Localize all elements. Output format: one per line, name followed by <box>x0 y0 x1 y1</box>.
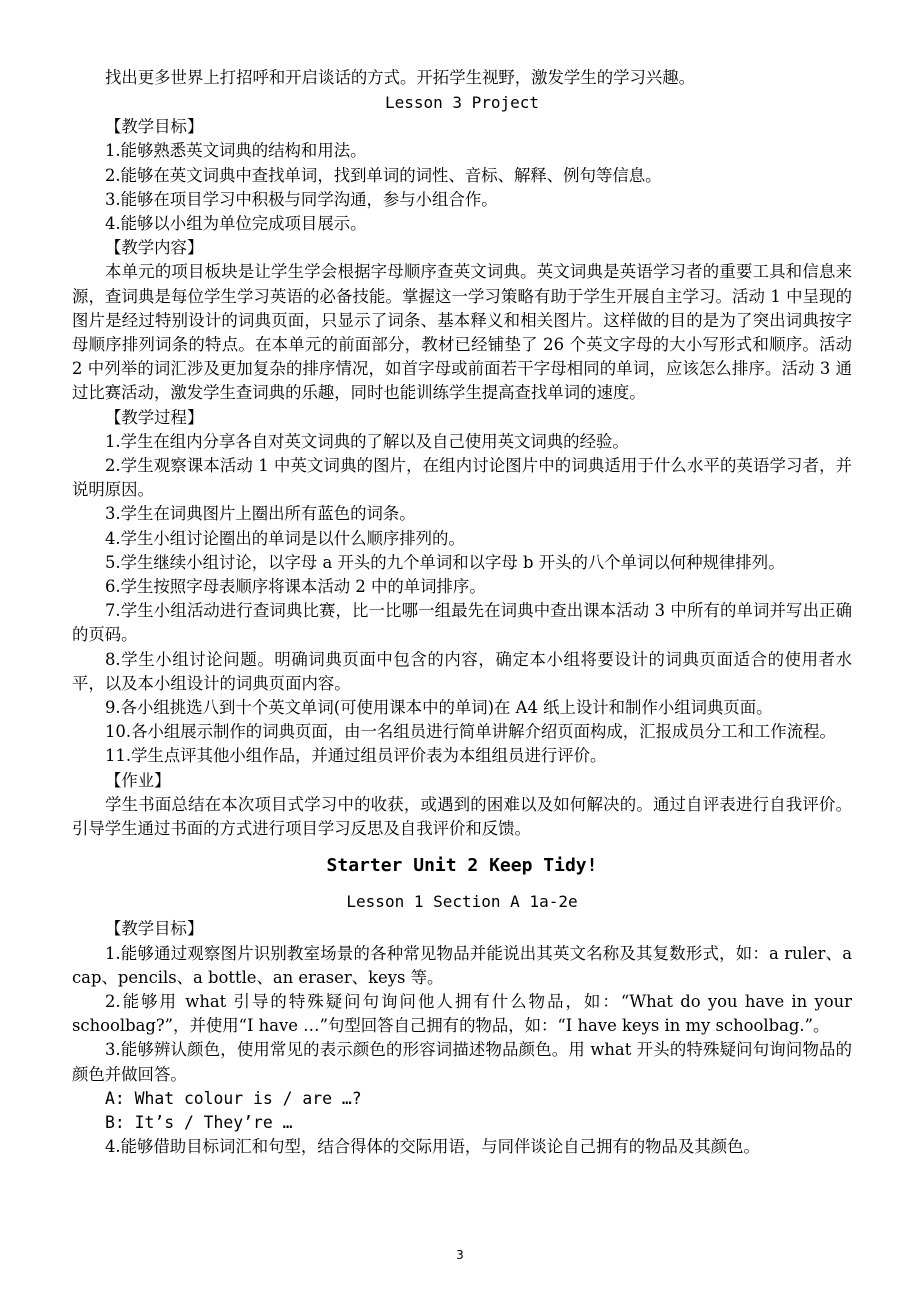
lesson3-homework-heading: 【作业】 <box>105 770 171 790</box>
lesson3-process-step-4: 4.学生小组讨论圈出的单词是以什么顺序排列的。 <box>105 528 465 548</box>
unit2-goals-heading: 【教学目标】 <box>105 919 204 939</box>
lesson3-goal-3: 3.能够在项目学习中积极与同学沟通，参与小组合作。 <box>105 189 498 209</box>
unit2-goal-4: 4.能够借助目标词汇和句型，结合得体的交际用语，与同伴谈论自己拥有的物品及其颜色。 <box>105 1137 760 1157</box>
lesson3-content-paragraph: 本单元的项目板块是让学生学会根据字母顺序查英文词典。英文词典是英语学习者的重要工具和信息来源，查词典是每位学生学习英语的必备技能。掌握这一学习策略有助于学生开展自主学习。活动 1 中呈现的图片是经过特别设计的词典页面，只显示了词条、基本释义和相关图片。这样做的目的是为了突出词典按字母顺序排列词条的特点。在本单元的前面部分，教材已经铺垫了 26 个英文字母的大小写形式和顺序。活动 2 中列举的词汇涉及更加复杂的排序情况，如首字母或前面若干字母相同的单词，应该怎么排序。活动 3 通过比赛活动，激发学生查词典的乐趣，同时也能训练学生提高查找单词的速度。 <box>72 262 852 403</box>
page-number: 3 <box>456 1248 464 1262</box>
unit2-goal-1: 1.能够通过观察图片识别教室场景的各种常见物品并能说出其英文名称及其复数形式，如：a ruler、a cap、pencils、a bottle、an eraser、keys 等。 <box>72 943 852 987</box>
lesson3-goals-heading: 【教学目标】 <box>105 117 204 137</box>
intro-line: 找出更多世界上打招呼和开启谈话的方式。开拓学生视野，激发学生的学习兴趣。 <box>105 68 696 87</box>
lesson3-goal-1: 1.能够熟悉英文词典的结构和用法。 <box>105 141 367 161</box>
lesson3-content-heading: 【教学内容】 <box>105 238 204 258</box>
lesson3-goal-4: 4.能够以小组为单位完成项目展示。 <box>105 214 367 234</box>
lesson3-process-step-6: 6.学生按照字母表顺序将课本活动 2 中的单词排序。 <box>105 577 486 597</box>
lesson3-process-step-7: 7.学生小组活动进行查词典比赛，比一比哪一组最先在词典中查出课本活动 3 中所有的单词并写出正确的页码。 <box>72 601 852 645</box>
lesson3-goal-2: 2.能够在英文词典中查找单词，找到单词的词性、音标、解释、例句等信息。 <box>105 165 662 185</box>
lesson3-title: Lesson 3 Project <box>384 93 540 113</box>
lesson3-process-heading: 【教学过程】 <box>105 407 204 427</box>
lesson3-process-step-2: 2.学生观察课本活动 1 中英文词典的图片，在组内讨论图片中的词典适用于什么水平的英语学习者，并说明原因。 <box>72 456 852 500</box>
lesson3-process-step-9: 9.各小组挑选八到十个英文单词(可使用课本中的单词)在 A4 纸上设计和制作小组词典页面。 <box>105 698 773 718</box>
lesson3-process-step-3: 3.学生在词典图片上圈出所有蓝色的词条。 <box>105 504 416 524</box>
lesson3-process-step-10: 10.各小组展示制作的词典页面，由一名组员进行简单讲解介绍页面构成，汇报成员分工和工作流程。 <box>105 722 836 742</box>
unit2-goal-2: 2.能够用 what 引导的特殊疑问句询问他人拥有什么物品，如：“What do you have in your schoolbag?”，并使用“I have …”句型回答自己拥有的物品，如：“I have keys in my schoolbag.”。 <box>72 991 852 1036</box>
unit2-dialog-a: A: What colour is / are …? <box>105 1088 362 1108</box>
unit2-title: Starter Unit 2 Keep Tidy! <box>326 855 598 877</box>
lesson3-process-step-8: 8.学生小组讨论问题。明确词典页面中包含的内容，确定本小组将要设计的词典页面适合的使用者水平，以及本小组设计的词典页面内容。 <box>72 649 852 693</box>
lesson3-process-step-11: 11.学生点评其他小组作品，并通过组员评价表为本组组员进行评价。 <box>105 746 607 766</box>
unit2-goal-3: 3.能够辨认颜色，使用常见的表示颜色的形容词描述物品颜色。用 what 开头的特殊疑问句询问物品的颜色并做回答。 <box>72 1040 852 1084</box>
lesson3-process-step-5: 5.学生继续小组讨论，以字母 a 开头的九个单词和以字母 b 开头的八个单词以何种规律排列。 <box>105 552 785 572</box>
page-content <box>72 66 852 1159</box>
lesson3-process-step-1: 1.学生在组内分享各自对英文词典的了解以及自己使用英文词典的经验。 <box>105 431 629 451</box>
lesson3-homework: 学生书面总结在本次项目式学习中的收获，或遇到的困难以及如何解决的。通过自评表进行自我评价。引导学生通过书面的方式进行项目学习反思及自我评价和反馈。 <box>72 794 852 839</box>
unit2-dialog-b: B: It’s / They’re … <box>105 1112 293 1132</box>
unit2-lesson-title: Lesson 1 Section A 1a-2e <box>346 892 578 912</box>
